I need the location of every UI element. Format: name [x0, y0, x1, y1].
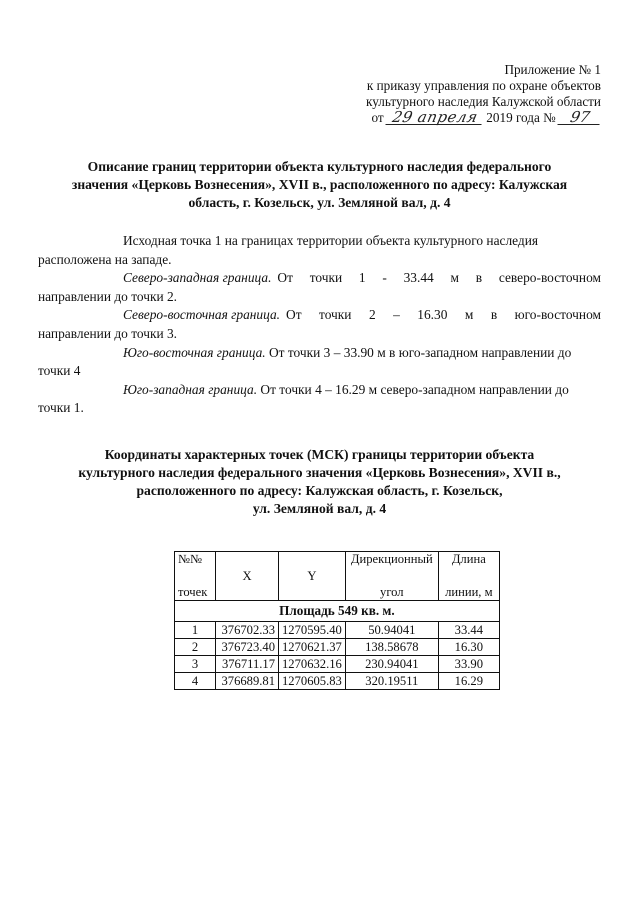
- header-length-top: Длина: [451, 552, 486, 566]
- header-length-bottom: линии, м: [445, 585, 493, 599]
- coordinates-title-line: расположенного по адресу: Калужская область, г. Козельск,: [136, 483, 503, 498]
- table-row: [175, 622, 500, 639]
- description-title-line: Описание границ территории объекта культурного наследия федерального: [87, 159, 552, 174]
- boundary-se-line-1: [38, 344, 601, 363]
- cell-angle: 138.58678: [345, 639, 438, 656]
- area-cell: Площадь 549 кв. м.: [175, 601, 500, 622]
- boundary-se-text: От точки 3 – 33.90 м в юго-западном направлении до: [269, 344, 572, 360]
- handwritten-number: 97: [557, 110, 602, 125]
- cell-n: 1: [175, 622, 216, 639]
- cell-angle: 320.19511: [345, 673, 438, 690]
- coordinates-table: [174, 551, 500, 690]
- header-angle: [345, 552, 438, 601]
- cell-n: 3: [175, 656, 216, 673]
- annex-line-3: культурного наследия Калужской области: [366, 94, 601, 109]
- annex-date-suffix: 2019 года №: [486, 110, 556, 125]
- boundary-sw-line-1: [38, 381, 601, 400]
- cell-y: 1270632.16: [279, 656, 346, 673]
- boundary-nw-line-2: направлении до точки 2.: [38, 288, 178, 304]
- coordinates-title-line: ул. Земляной вал, д. 4: [252, 501, 387, 516]
- cell-x: 376711.17: [216, 656, 279, 673]
- coordinates-title: [30, 446, 609, 518]
- cell-n: 2: [175, 639, 216, 656]
- description-title-line: область, г. Козельск, ул. Земляной вал, д. 4: [188, 195, 451, 210]
- cell-length: 33.90: [438, 656, 499, 673]
- boundary-nw-line-1: [38, 269, 601, 288]
- cell-length: 16.29: [438, 673, 499, 690]
- table-header-row: [175, 552, 500, 601]
- cell-y: 1270595.40: [279, 622, 346, 639]
- boundary-ne-line-2: направлении до точки 3.: [38, 325, 178, 341]
- description-title-line: значения «Церковь Вознесения», XVII в., расположенного по адресу: Калужская: [71, 177, 568, 192]
- boundary-nw-name: Северо-западная граница.: [123, 270, 272, 286]
- cell-y: 1270605.83: [279, 673, 346, 690]
- header-y: Y: [279, 552, 346, 601]
- cell-length: 16.30: [438, 639, 499, 656]
- description-title: [30, 158, 609, 212]
- handwritten-date: 29 апреля: [385, 110, 484, 125]
- cell-angle: 50.94041: [345, 622, 438, 639]
- boundary-nw-text: От точки 1 - 33.44 м в северо-восточном: [277, 270, 601, 286]
- header-angle-top: Дирекционный: [350, 552, 433, 566]
- table-row: [175, 673, 500, 690]
- description-body: [38, 232, 601, 418]
- boundary-ne-text: От точки 2 – 16.30 м в юго-восточном: [286, 307, 601, 323]
- boundary-sw-text: От точки 4 – 16.29 м северо-западном направлении до: [260, 381, 569, 397]
- cell-length: 33.44: [438, 622, 499, 639]
- annex-header: [301, 62, 601, 126]
- boundary-ne-line-1: [38, 306, 601, 325]
- header-x: X: [216, 552, 279, 601]
- intro-line-1: Исходная точка 1 на границах территории объекта культурного наследия: [123, 233, 539, 248]
- table-row: [175, 639, 500, 656]
- boundary-ne-name: Северо-восточная граница.: [123, 307, 281, 323]
- intro-line-2: расположена на западе.: [38, 251, 172, 267]
- cell-x: 376689.81: [216, 673, 279, 690]
- annex-date-line: [301, 110, 601, 126]
- header-point: [175, 552, 216, 601]
- coordinates-title-line: культурного наследия федерального значения «Церковь Вознесения», XVII в.,: [78, 465, 561, 480]
- boundary-se-line-2: точки 4: [38, 363, 81, 379]
- annex-line-1: Приложение № 1: [504, 62, 601, 77]
- boundary-sw-line-2: точки 1.: [38, 400, 84, 416]
- table-area-row: [175, 601, 500, 622]
- boundary-sw-name: Юго-западная граница.: [123, 381, 258, 397]
- annex-date-prefix: от: [371, 110, 384, 125]
- cell-x: 376723.40: [216, 639, 279, 656]
- cell-angle: 230.94041: [345, 656, 438, 673]
- header-angle-bottom: угол: [380, 585, 404, 599]
- cell-y: 1270621.37: [279, 639, 346, 656]
- header-point-bottom: точек: [178, 585, 208, 599]
- header-length: [438, 552, 499, 601]
- boundary-se-name: Юго-восточная граница.: [123, 344, 266, 360]
- coordinates-title-line: Координаты характерных точек (МСК) границы территории объекта: [104, 447, 535, 462]
- header-point-top: №№: [178, 552, 203, 566]
- table-row: [175, 656, 500, 673]
- annex-line-2: к приказу управления по охране объектов: [366, 78, 601, 93]
- cell-n: 4: [175, 673, 216, 690]
- cell-x: 376702.33: [216, 622, 279, 639]
